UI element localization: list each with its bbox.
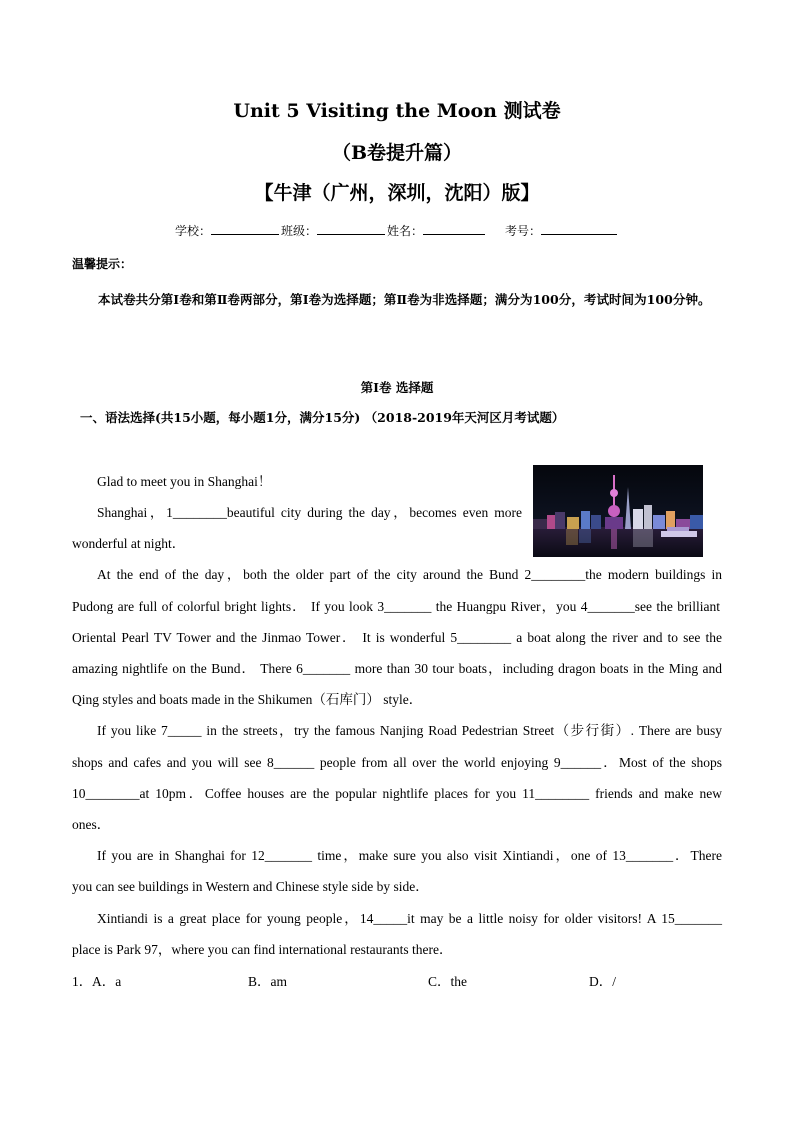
section-title: 一、语法选择(共15小题，每小题1分，满分15分) （2018-2019年天河区月考试题） bbox=[80, 410, 565, 425]
option-b[interactable]: B．am bbox=[248, 974, 287, 989]
part-title: 第Ⅰ卷 选择题 bbox=[360, 380, 434, 395]
passage-line: At the end of the day，both the older part of the city around the Bund 2________the modern buildings in bbox=[97, 567, 722, 582]
passage-line: Glad to meet you in Shanghai！ bbox=[97, 474, 272, 489]
student-info-row bbox=[0, 222, 794, 240]
document-edition: 【牛津（广州，深圳，沈阳）版】 bbox=[254, 182, 540, 204]
passage-line: Oriental Pearl TV Tower and the Jinmao Tower． It is wonderful 5________ a boat along the river and to see the bbox=[72, 630, 722, 645]
name-blank[interactable] bbox=[423, 222, 485, 235]
school-blank[interactable] bbox=[211, 222, 279, 235]
passage-line: 10________at 10pm．Coffee houses are the popular nightlife places for you 11________ friends and make new bbox=[72, 786, 722, 801]
passage-line: If you are in Shanghai for 12_______ time，make sure you also visit Xintiandi，one of 13_______．There bbox=[97, 848, 722, 863]
name-label: 姓名： bbox=[387, 224, 424, 238]
passage-line: wonderful at night． bbox=[72, 536, 186, 551]
exam-no-label: 考号： bbox=[505, 224, 542, 238]
document-title: Unit 5 Visiting the Moon 测试卷 bbox=[233, 100, 561, 122]
tips-body: 本试卷共分第Ⅰ卷和第Ⅱ卷两部分，第Ⅰ卷为选择题；第Ⅱ卷为非选择题；满分为100分，考试时间为100分钟。 bbox=[98, 292, 711, 307]
tips-title: 温馨提示： bbox=[72, 257, 133, 271]
class-blank[interactable] bbox=[317, 222, 385, 235]
passage-line: amazing nightlife on the Bund． There 6_______ more than 30 tour boats，including dragon boats in the Ming and bbox=[72, 661, 722, 676]
school-label: 学校： bbox=[174, 224, 211, 238]
option-a[interactable]: A．a bbox=[92, 974, 122, 989]
passage-line: you can see buildings in Western and Chinese style side by side． bbox=[72, 879, 429, 894]
question-number: 1． bbox=[72, 974, 93, 989]
passage-line: Qing styles and boats made in the Shikumen（石库门） style． bbox=[72, 692, 423, 707]
passage-line: Xintiandi is a great place for young people，14_____it may be a little noisy for older visitors! A 15_______ bbox=[97, 911, 722, 926]
passage-line: place is Park 97，where you can find international restaurants there． bbox=[72, 942, 453, 957]
shanghai-skyline-image bbox=[533, 465, 703, 557]
passage-line: Shanghai，1________beautiful city during the day，becomes even more bbox=[97, 505, 522, 520]
passage-line: shops and cafes and you will see 8______ people from all over the world enjoying 9______．Most of the shops bbox=[72, 755, 722, 770]
passage-line: Pudong are full of colorful bright lights． If you look 3_______ the Huangpu River，you 4_______see the brilliant bbox=[72, 599, 720, 614]
document-subtitle: （B卷提升篇） bbox=[331, 142, 463, 164]
class-label: 班级： bbox=[280, 224, 317, 238]
passage-line: ones． bbox=[72, 817, 111, 832]
exam-no-blank[interactable] bbox=[541, 222, 617, 235]
shanghai-night-photo bbox=[533, 465, 703, 557]
option-c[interactable]: C．the bbox=[428, 974, 467, 989]
option-d[interactable]: D．/ bbox=[589, 974, 616, 989]
passage-line: If you like 7_____ in the streets，try the famous Nanjing Road Pedestrian Street（步行街）. There are busy bbox=[97, 723, 722, 738]
